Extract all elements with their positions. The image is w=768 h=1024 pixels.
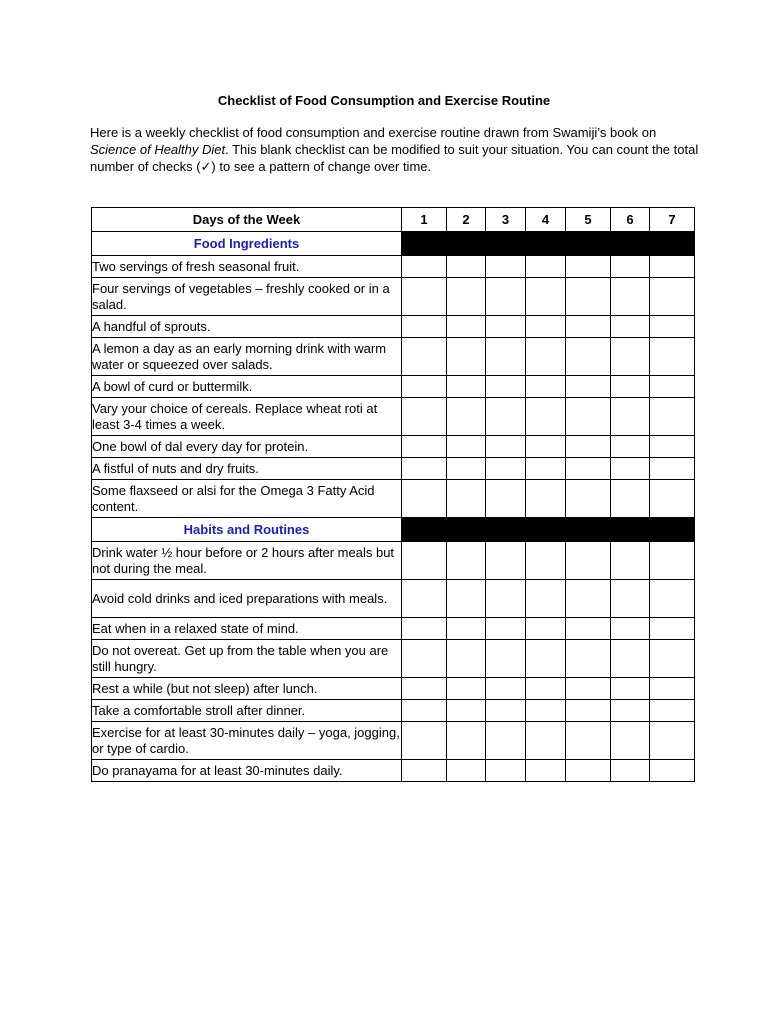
check-cell-day-6[interactable] xyxy=(611,338,650,376)
check-cell-day-1[interactable] xyxy=(402,542,447,580)
check-cell-day-6[interactable] xyxy=(611,618,650,640)
check-cell-day-4[interactable] xyxy=(526,376,566,398)
check-cell-day-2[interactable] xyxy=(447,580,486,618)
check-cell-day-7[interactable] xyxy=(650,398,695,436)
check-cell-day-1[interactable] xyxy=(402,760,447,782)
check-cell-day-5[interactable] xyxy=(566,278,611,316)
check-cell-day-4[interactable] xyxy=(526,436,566,458)
days-of-week-header: Days of the Week xyxy=(92,208,402,232)
check-cell-day-6[interactable] xyxy=(611,542,650,580)
check-cell-day-5[interactable] xyxy=(566,678,611,700)
check-cell-day-1[interactable] xyxy=(402,458,447,480)
check-cell-day-7[interactable] xyxy=(650,278,695,316)
checklist-row xyxy=(92,678,695,700)
check-cell-day-7[interactable] xyxy=(650,678,695,700)
check-cell-day-2[interactable] xyxy=(447,436,486,458)
check-cell-day-7[interactable] xyxy=(650,700,695,722)
check-cell-day-4[interactable] xyxy=(526,700,566,722)
section-row xyxy=(92,232,695,256)
checklist-item-label: Drink water ½ hour before or 2 hours after meals but not during the meal. xyxy=(92,542,402,580)
intro-text-2: . This blank checklist can be modified to suit your situation. You can count the total number of checks (✓) to see a pattern of change over time. xyxy=(90,142,699,174)
check-cell-day-2[interactable] xyxy=(447,398,486,436)
section-heading: Food Ingredients xyxy=(92,232,402,256)
check-cell-day-5[interactable] xyxy=(566,338,611,376)
check-cell-day-1[interactable] xyxy=(402,316,447,338)
check-cell-day-3[interactable] xyxy=(486,398,526,436)
check-cell-day-6[interactable] xyxy=(611,278,650,316)
check-cell-day-1[interactable] xyxy=(402,722,447,760)
book-title: Science of Healthy Diet xyxy=(90,142,226,157)
check-cell-day-4[interactable] xyxy=(526,480,566,518)
check-cell-day-2[interactable] xyxy=(447,760,486,782)
check-cell-day-3[interactable] xyxy=(486,278,526,316)
day-header-1: 1 xyxy=(402,208,447,232)
check-cell-day-1[interactable] xyxy=(402,338,447,376)
check-cell-day-2[interactable] xyxy=(447,700,486,722)
check-cell-day-5[interactable] xyxy=(566,722,611,760)
checklist-item-label: Vary your choice of cereals. Replace wheat roti at least 3-4 times a week. xyxy=(92,398,402,436)
check-cell-day-4[interactable] xyxy=(526,678,566,700)
checklist-item-label: Exercise for at least 30-minutes daily – yoga, jogging, or type of cardio. xyxy=(92,722,402,760)
checklist-item-label: Four servings of vegetables – freshly cooked or in a salad. xyxy=(92,278,402,316)
check-cell-day-3[interactable] xyxy=(486,436,526,458)
checklist-item-label: A lemon a day as an early morning drink with warm water or squeezed over salads. xyxy=(92,338,402,376)
check-cell-day-3[interactable] xyxy=(486,316,526,338)
check-cell-day-6[interactable] xyxy=(611,256,650,278)
check-cell-day-1[interactable] xyxy=(402,580,447,618)
section-black-bar xyxy=(402,232,695,256)
check-cell-day-4[interactable] xyxy=(526,458,566,480)
check-cell-day-6[interactable] xyxy=(611,480,650,518)
checklist-row xyxy=(92,640,695,678)
check-cell-day-2[interactable] xyxy=(447,458,486,480)
check-cell-day-7[interactable] xyxy=(650,338,695,376)
section-row xyxy=(92,518,695,542)
check-cell-day-3[interactable] xyxy=(486,580,526,618)
check-cell-day-1[interactable] xyxy=(402,256,447,278)
check-cell-day-3[interactable] xyxy=(486,640,526,678)
check-cell-day-1[interactable] xyxy=(402,618,447,640)
checklist-row xyxy=(92,278,695,316)
check-cell-day-7[interactable] xyxy=(650,436,695,458)
checklist-row xyxy=(92,338,695,376)
check-cell-day-1[interactable] xyxy=(402,436,447,458)
check-cell-day-3[interactable] xyxy=(486,480,526,518)
document-title: Checklist of Food Consumption and Exercise Routine xyxy=(217,93,551,108)
checklist-item-label: Rest a while (but not sleep) after lunch. xyxy=(92,678,402,700)
check-cell-day-2[interactable] xyxy=(447,338,486,376)
checklist-item-label: Avoid cold drinks and iced preparations with meals. xyxy=(92,580,402,618)
day-header-7: 7 xyxy=(650,208,695,232)
check-cell-day-5[interactable] xyxy=(566,480,611,518)
weekly-checklist-table xyxy=(91,207,695,782)
checklist-item-label: Take a comfortable stroll after dinner. xyxy=(92,700,402,722)
check-cell-day-3[interactable] xyxy=(486,678,526,700)
check-cell-day-5[interactable] xyxy=(566,376,611,398)
checklist-item-label: Two servings of fresh seasonal fruit. xyxy=(92,256,402,278)
check-cell-day-2[interactable] xyxy=(447,278,486,316)
check-cell-day-3[interactable] xyxy=(486,618,526,640)
check-cell-day-4[interactable] xyxy=(526,256,566,278)
check-cell-day-4[interactable] xyxy=(526,760,566,782)
check-cell-day-4[interactable] xyxy=(526,278,566,316)
check-cell-day-4[interactable] xyxy=(526,398,566,436)
check-cell-day-7[interactable] xyxy=(650,760,695,782)
checklist-item-label: Do not overeat. Get up from the table when you are still hungry. xyxy=(92,640,402,678)
check-cell-day-3[interactable] xyxy=(486,700,526,722)
checklist-item-label: Some flaxseed or alsi for the Omega 3 Fatty Acid content. xyxy=(92,480,402,518)
day-header-2: 2 xyxy=(447,208,486,232)
check-cell-day-3[interactable] xyxy=(486,760,526,782)
checklist-item-label: Eat when in a relaxed state of mind. xyxy=(92,618,402,640)
check-cell-day-2[interactable] xyxy=(447,640,486,678)
checklist-item-label: A handful of sprouts. xyxy=(92,316,402,338)
checklist-row xyxy=(92,376,695,398)
checklist-row xyxy=(92,256,695,278)
check-cell-day-2[interactable] xyxy=(447,316,486,338)
check-cell-day-7[interactable] xyxy=(650,618,695,640)
check-cell-day-1[interactable] xyxy=(402,700,447,722)
check-cell-day-1[interactable] xyxy=(402,640,447,678)
check-cell-day-5[interactable] xyxy=(566,316,611,338)
checklist-row xyxy=(92,760,695,782)
check-cell-day-2[interactable] xyxy=(447,256,486,278)
check-cell-day-7[interactable] xyxy=(650,640,695,678)
checklist-row xyxy=(92,480,695,518)
check-cell-day-7[interactable] xyxy=(650,316,695,338)
check-cell-day-4[interactable] xyxy=(526,722,566,760)
check-cell-day-2[interactable] xyxy=(447,480,486,518)
checklist-item-label: One bowl of dal every day for protein. xyxy=(92,436,402,458)
check-cell-day-1[interactable] xyxy=(402,398,447,436)
checklist-row xyxy=(92,580,695,618)
checklist-row xyxy=(92,316,695,338)
section-heading: Habits and Routines xyxy=(92,518,402,542)
check-cell-day-3[interactable] xyxy=(486,722,526,760)
check-cell-day-2[interactable] xyxy=(447,618,486,640)
check-cell-day-3[interactable] xyxy=(486,376,526,398)
checklist-row xyxy=(92,722,695,760)
checklist-row xyxy=(92,542,695,580)
check-cell-day-6[interactable] xyxy=(611,760,650,782)
checklist-row xyxy=(92,458,695,480)
check-cell-day-1[interactable] xyxy=(402,376,447,398)
day-header-3: 3 xyxy=(486,208,526,232)
check-cell-day-6[interactable] xyxy=(611,700,650,722)
check-cell-day-5[interactable] xyxy=(566,580,611,618)
check-cell-day-4[interactable] xyxy=(526,580,566,618)
check-cell-day-1[interactable] xyxy=(402,480,447,518)
check-cell-day-6[interactable] xyxy=(611,722,650,760)
check-cell-day-2[interactable] xyxy=(447,376,486,398)
check-cell-day-1[interactable] xyxy=(402,278,447,316)
check-cell-day-3[interactable] xyxy=(486,338,526,376)
checklist-item-label: A fistful of nuts and dry fruits. xyxy=(92,458,402,480)
section-black-bar xyxy=(402,518,695,542)
check-cell-day-3[interactable] xyxy=(486,458,526,480)
check-cell-day-1[interactable] xyxy=(402,678,447,700)
check-cell-day-6[interactable] xyxy=(611,398,650,436)
check-cell-day-2[interactable] xyxy=(447,722,486,760)
check-cell-day-7[interactable] xyxy=(650,722,695,760)
check-cell-day-6[interactable] xyxy=(611,458,650,480)
check-cell-day-5[interactable] xyxy=(566,542,611,580)
check-cell-day-6[interactable] xyxy=(611,580,650,618)
check-cell-day-6[interactable] xyxy=(611,376,650,398)
checklist-row xyxy=(92,398,695,436)
check-cell-day-4[interactable] xyxy=(526,542,566,580)
check-cell-day-7[interactable] xyxy=(650,458,695,480)
check-cell-day-3[interactable] xyxy=(486,256,526,278)
check-cell-day-5[interactable] xyxy=(566,760,611,782)
checklist-item-label: Do pranayama for at least 30-minutes daily. xyxy=(92,760,402,782)
day-header-4: 4 xyxy=(526,208,566,232)
check-cell-day-6[interactable] xyxy=(611,316,650,338)
intro-text-1: Here is a weekly checklist of food consumption and exercise routine drawn from Swamiji’s book on xyxy=(90,125,657,140)
check-cell-day-2[interactable] xyxy=(447,678,486,700)
check-cell-day-4[interactable] xyxy=(526,618,566,640)
checklist-item-label: A bowl of curd or buttermilk. xyxy=(92,376,402,398)
header-row xyxy=(92,208,695,232)
check-cell-day-5[interactable] xyxy=(566,458,611,480)
check-cell-day-5[interactable] xyxy=(566,398,611,436)
check-cell-day-5[interactable] xyxy=(566,436,611,458)
check-cell-day-7[interactable] xyxy=(650,376,695,398)
check-cell-day-5[interactable] xyxy=(566,700,611,722)
check-cell-day-5[interactable] xyxy=(566,640,611,678)
day-header-6: 6 xyxy=(611,208,650,232)
check-cell-day-6[interactable] xyxy=(611,640,650,678)
check-cell-day-4[interactable] xyxy=(526,338,566,376)
checklist-row xyxy=(92,700,695,722)
check-cell-day-7[interactable] xyxy=(650,480,695,518)
check-cell-day-4[interactable] xyxy=(526,316,566,338)
day-header-5: 5 xyxy=(566,208,611,232)
check-cell-day-4[interactable] xyxy=(526,640,566,678)
check-cell-day-6[interactable] xyxy=(611,678,650,700)
intro-paragraph xyxy=(90,124,700,175)
check-cell-day-6[interactable] xyxy=(611,436,650,458)
check-cell-day-5[interactable] xyxy=(566,256,611,278)
checklist-row xyxy=(92,618,695,640)
check-cell-day-7[interactable] xyxy=(650,256,695,278)
check-cell-day-7[interactable] xyxy=(650,542,695,580)
check-cell-day-7[interactable] xyxy=(650,580,695,618)
check-cell-day-3[interactable] xyxy=(486,542,526,580)
check-cell-day-5[interactable] xyxy=(566,618,611,640)
check-cell-day-2[interactable] xyxy=(447,542,486,580)
checklist-row xyxy=(92,436,695,458)
